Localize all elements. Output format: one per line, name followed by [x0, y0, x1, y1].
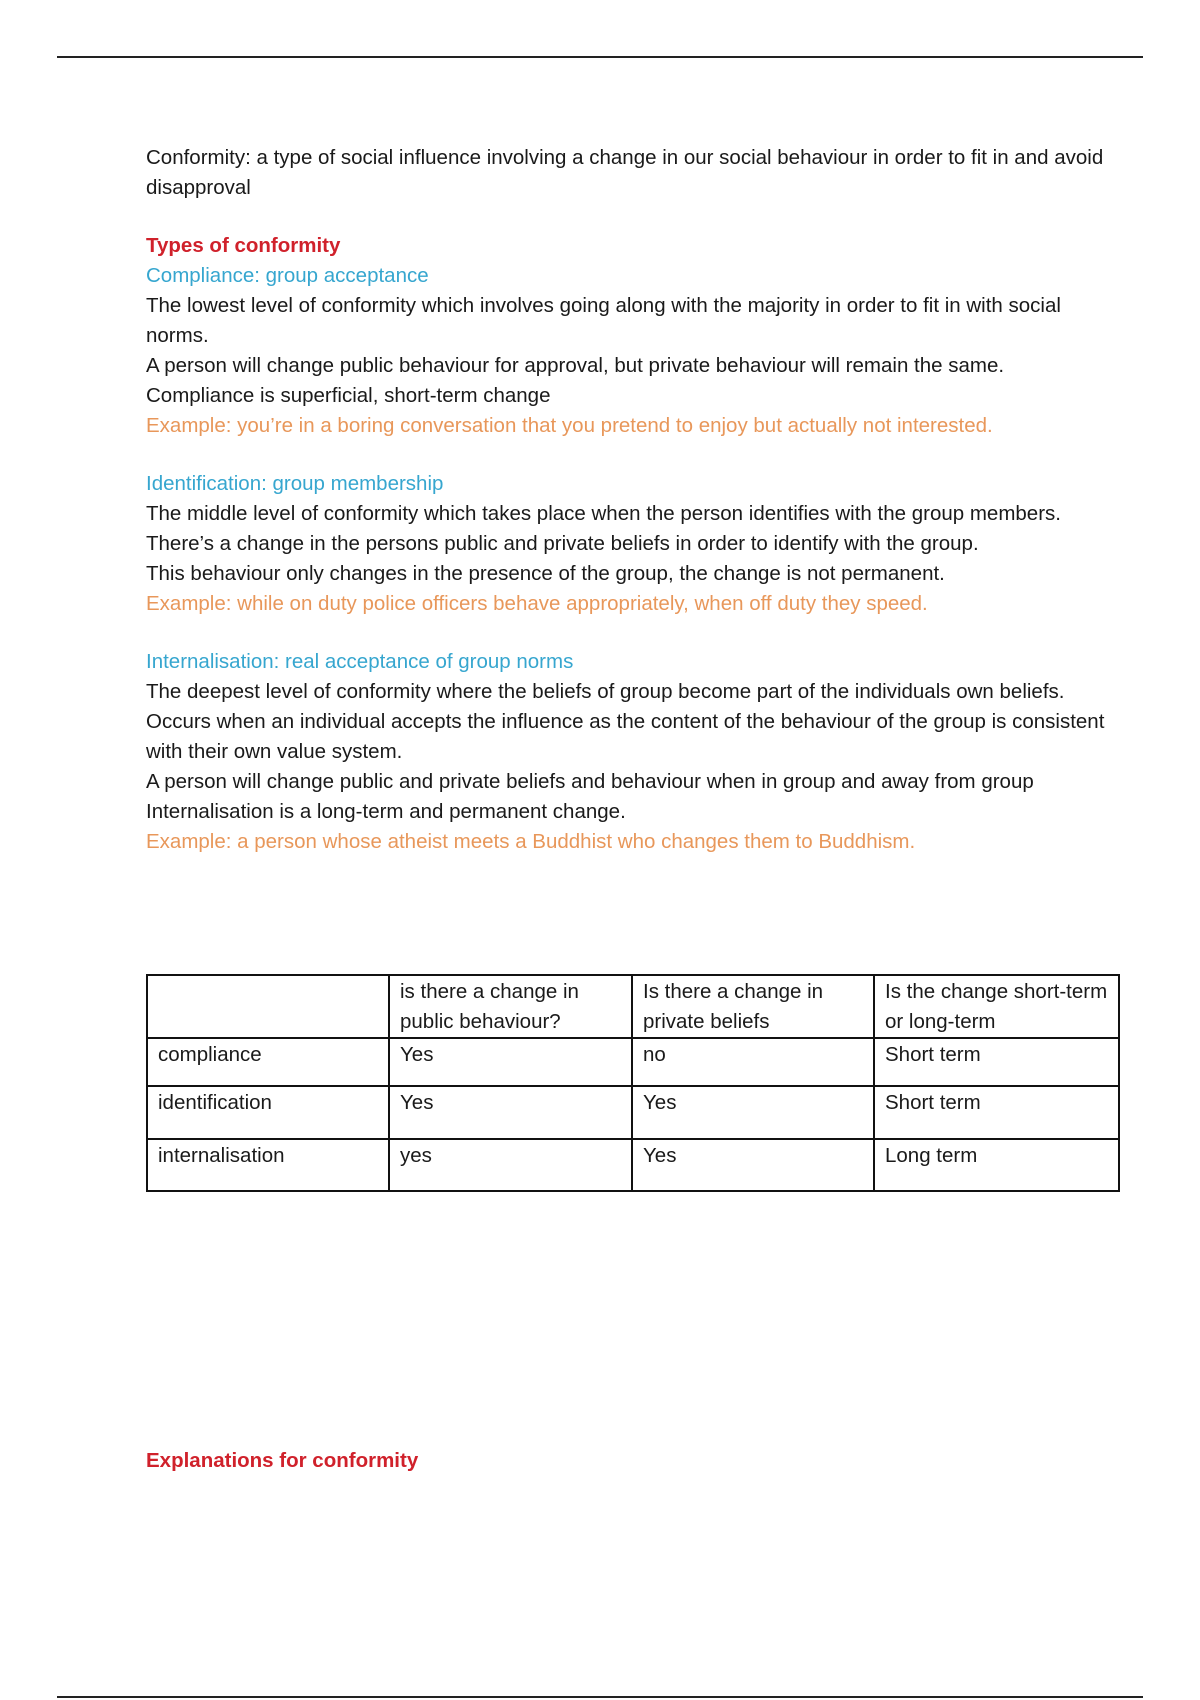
- table-cell: internalisation: [147, 1139, 389, 1191]
- compliance-line: The lowest level of conformity which involves going along with the majority in order to fit in with social norms.: [146, 294, 1061, 347]
- table-header-cell: Is the change short-term or long-term: [874, 975, 1119, 1038]
- table-cell: Yes: [632, 1139, 874, 1191]
- compliance-line: Compliance is superficial, short-term change: [146, 384, 551, 407]
- identification-example: Example: while on duty police officers behave appropriately, when off duty they speed.: [146, 592, 928, 615]
- table-row: [147, 1086, 1119, 1139]
- table-header-row: [147, 975, 1119, 1038]
- compliance-example: Example: you’re in a boring conversation that you pretend to enjoy but actually not interested.: [146, 414, 993, 437]
- table-cell: identification: [147, 1086, 389, 1139]
- identification-line: This behaviour only changes in the presence of the group, the change is not permanent.: [146, 562, 945, 585]
- intro-paragraph: Conformity: a type of social influence involving a change in our social behaviour in order to fit in and avoid disapproval: [146, 146, 1104, 199]
- internalisation-example: Example: a person whose atheist meets a Buddhist who changes them to Buddhism.: [146, 830, 916, 853]
- identification-line: There’s a change in the persons public and private beliefs in order to identify with the group.: [146, 532, 979, 555]
- table-cell: yes: [389, 1139, 632, 1191]
- explanations-heading: Explanations for conformity: [146, 1448, 419, 1472]
- table-row: [147, 1139, 1119, 1191]
- internalisation-heading: Internalisation: real acceptance of group norms: [146, 650, 574, 673]
- conformity-comparison-table: [146, 974, 1120, 1192]
- internalisation-line: The deepest level of conformity where the beliefs of group become part of the individuals own beliefs.: [146, 680, 1065, 703]
- identification-heading: Identification: group membership: [146, 472, 444, 495]
- types-heading: Types of conformity: [146, 234, 341, 257]
- table-cell: Long term: [874, 1139, 1119, 1191]
- bottom-rule: [57, 1696, 1143, 1698]
- table-cell: no: [632, 1038, 874, 1086]
- table-header-cell: is there a change in public behaviour?: [389, 975, 632, 1038]
- table-cell: compliance: [147, 1038, 389, 1086]
- internalisation-line: Internalisation is a long-term and permanent change.: [146, 800, 626, 823]
- compliance-heading: Compliance: group acceptance: [146, 264, 429, 287]
- identification-line: The middle level of conformity which takes place when the person identifies with the group members.: [146, 502, 1061, 525]
- internalisation-line: Occurs when an individual accepts the influence as the content of the behaviour of the group is consistent with their own value system.: [146, 710, 1105, 763]
- table-header-cell: Is there a change in private beliefs: [632, 975, 874, 1038]
- table-header-cell: [147, 975, 389, 1038]
- table-cell: Yes: [632, 1086, 874, 1139]
- top-rule: [57, 56, 1143, 58]
- table-cell: Short term: [874, 1086, 1119, 1139]
- table-cell: Short term: [874, 1038, 1119, 1086]
- table-cell: Yes: [389, 1038, 632, 1086]
- compliance-line: A person will change public behaviour for approval, but private behaviour will remain the same.: [146, 354, 1005, 377]
- document-body: [146, 143, 1106, 857]
- table-cell: Yes: [389, 1086, 632, 1139]
- table-row: [147, 1038, 1119, 1086]
- internalisation-line: A person will change public and private beliefs and behaviour when in group and away from group: [146, 770, 1034, 793]
